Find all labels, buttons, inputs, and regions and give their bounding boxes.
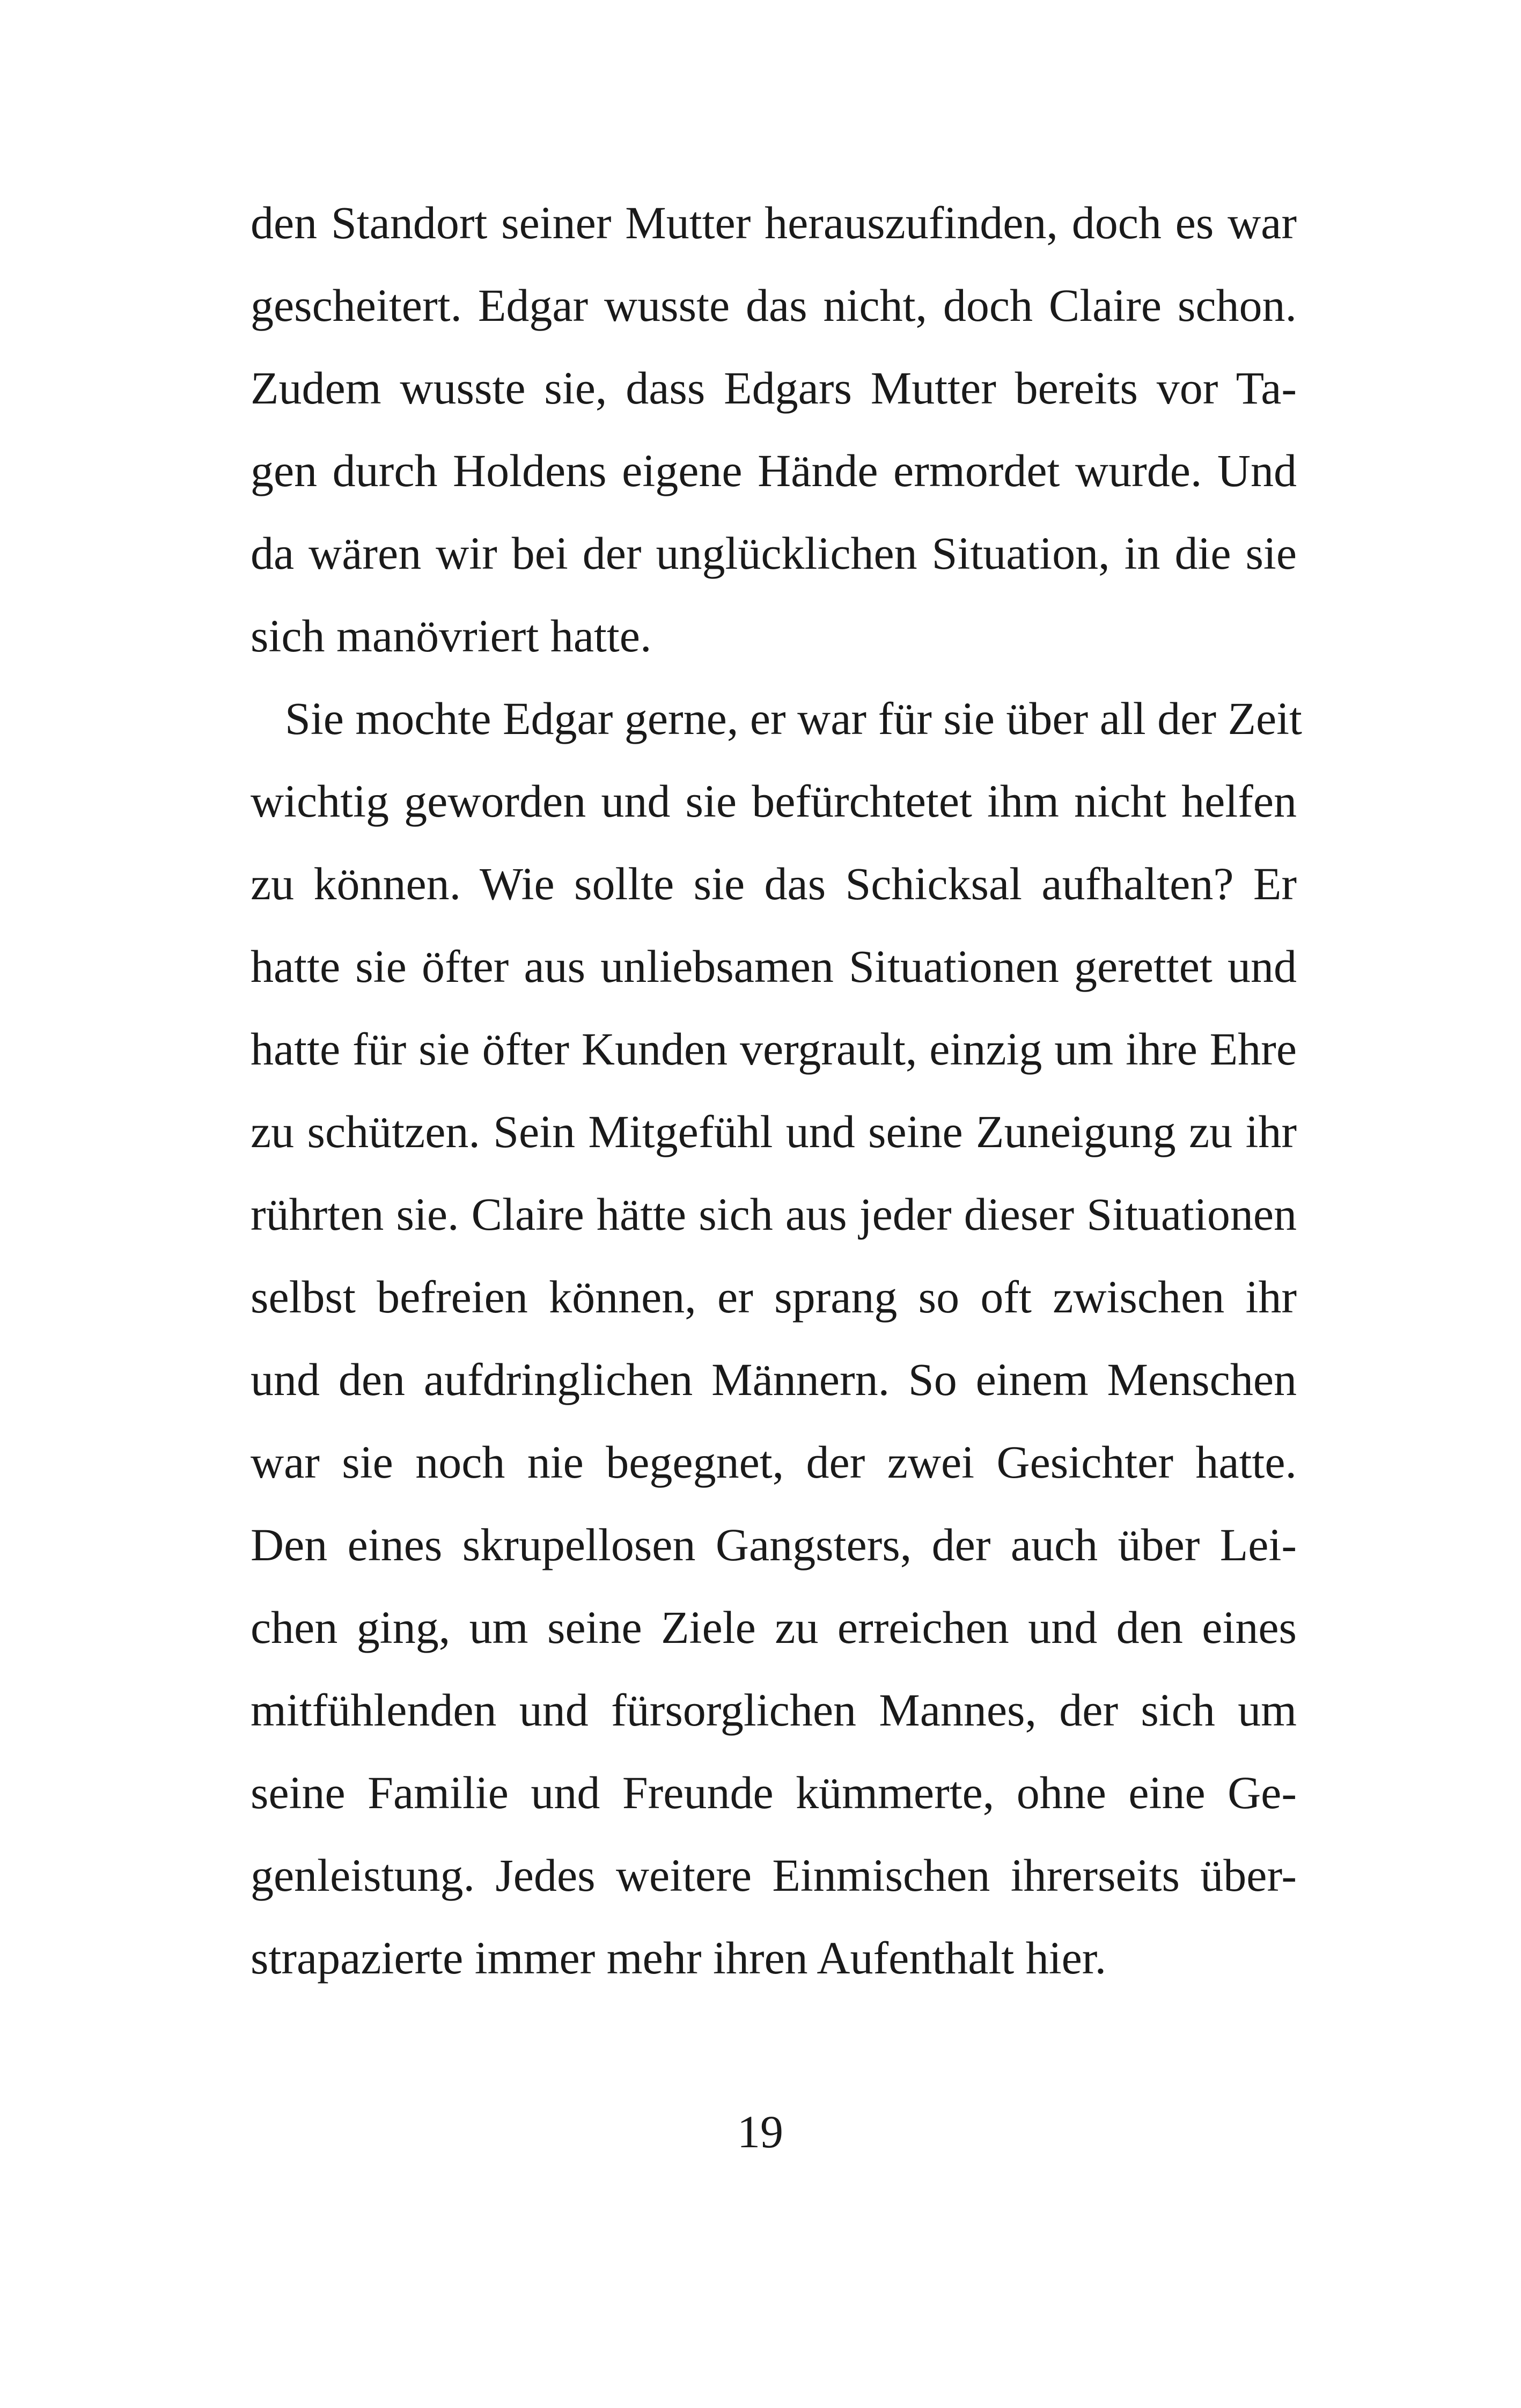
page-number: 19 [737, 2106, 783, 2157]
text-line: selbst befreien können, er sprang so oft zwischen ihr [251, 1271, 1297, 1323]
text-line: mitfühlenden und fürsorglichen Mannes, der sich um [251, 1684, 1297, 1736]
text-line: hatte für sie öfter Kunden vergrault, einzig um ihre Ehre [251, 1023, 1297, 1075]
text-line: zu schützen. Sein Mitgefühl und seine Zuneigung zu ihr [251, 1106, 1297, 1157]
text-line: seine Familie und Freunde kümmerte, ohne eine Ge- [251, 1767, 1297, 1818]
text-line: gen durch Holdens eigene Hände ermordet wurde. Und [251, 445, 1297, 496]
text-line: gescheitert. Edgar wusste das nicht, doch Claire schon. [251, 280, 1297, 331]
text-line: Den eines skrupellosen Gangsters, der auch über Lei- [251, 1519, 1297, 1570]
text-line: chen ging, um seine Ziele zu erreichen und den eines [251, 1602, 1297, 1653]
text-line: genleistung. Jedes weitere Einmischen ihrerseits über- [251, 1849, 1297, 1901]
text-line: strapazierte immer mehr ihren Aufenthalt hier. [251, 1932, 1107, 1984]
text-line: hatte sie öfter aus unliebsamen Situationen gerettet und [251, 941, 1297, 992]
text-line: sich manövriert hatte. [251, 610, 652, 662]
text-line: wichtig geworden und sie befürchtetet ihm nicht helfen [251, 775, 1297, 827]
text-line: den Standort seiner Mutter herauszufinden, doch es war [251, 197, 1297, 248]
text-line: Sie mochte Edgar gerne, er war für sie über all der Zeit [285, 693, 1302, 744]
text-line: Zudem wusste sie, dass Edgars Mutter bereits vor Ta- [251, 362, 1297, 414]
text-line: und den aufdringlichen Männern. So einem Menschen [251, 1354, 1297, 1405]
text-line: war sie noch nie begegnet, der zwei Gesichter hatte. [251, 1436, 1297, 1488]
text-line: zu können. Wie sollte sie das Schicksal aufhalten? Er [251, 858, 1297, 909]
text-line: rührten sie. Claire hätte sich aus jeder dieser Situationen [251, 1188, 1297, 1240]
text-line: da wären wir bei der unglücklichen Situation, in die sie [251, 527, 1297, 579]
